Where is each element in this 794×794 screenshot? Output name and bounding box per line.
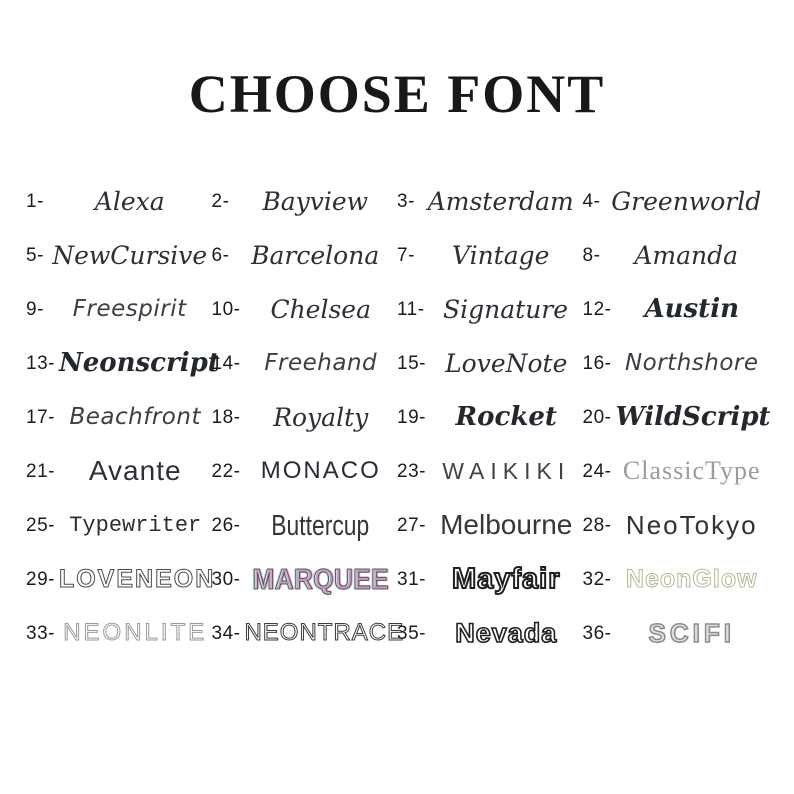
font-number-label: 10- bbox=[211, 298, 241, 320]
font-number-label: 24- bbox=[582, 460, 612, 482]
font-option-30[interactable] bbox=[211, 562, 398, 596]
font-number-label: 26- bbox=[211, 514, 241, 536]
font-option-24[interactable] bbox=[583, 457, 769, 486]
font-number-label: 2- bbox=[211, 190, 230, 212]
font-option-27[interactable] bbox=[397, 510, 583, 541]
font-number-label: 15- bbox=[397, 352, 426, 374]
font-name-sample: WAIKIKI bbox=[442, 458, 571, 485]
font-name-sample: NeoTokyo bbox=[625, 510, 758, 541]
font-name-sample: NEONLITE bbox=[63, 619, 208, 647]
font-name-sample: LOVENEON bbox=[58, 564, 216, 593]
font-name-sample: Beachfront bbox=[69, 404, 201, 431]
font-option-6[interactable] bbox=[212, 242, 398, 270]
font-option-26[interactable] bbox=[211, 508, 398, 543]
font-option-15[interactable] bbox=[397, 350, 583, 378]
font-name-sample: Signature bbox=[443, 294, 569, 324]
font-name-sample: Austin bbox=[644, 294, 739, 325]
font-number-label: 30- bbox=[211, 568, 241, 590]
font-name-sample: Typewriter bbox=[69, 512, 202, 538]
font-name-sample: Neonscript bbox=[58, 348, 220, 379]
font-option-18[interactable] bbox=[212, 404, 398, 432]
font-option-33[interactable] bbox=[26, 620, 212, 646]
font-name-sample: Amsterdam bbox=[427, 186, 574, 216]
font-number-label: 32- bbox=[582, 568, 612, 590]
font-name-sample: MONACO bbox=[260, 457, 381, 485]
font-number-label: 20- bbox=[582, 406, 612, 428]
font-number-label: 18- bbox=[211, 406, 241, 428]
font-number-label: 1- bbox=[26, 190, 44, 212]
font-name-sample: Royalty bbox=[273, 402, 369, 432]
font-option-5[interactable] bbox=[26, 242, 212, 270]
font-option-1[interactable] bbox=[26, 188, 212, 216]
font-option-8[interactable] bbox=[583, 242, 769, 270]
font-name-sample: Vintage bbox=[451, 240, 550, 270]
font-number-label: 9- bbox=[26, 298, 44, 320]
font-name-sample: Freehand bbox=[264, 350, 378, 377]
font-number-label: 31- bbox=[397, 568, 426, 590]
font-name-sample: Mayfair bbox=[451, 562, 561, 595]
font-option-3[interactable] bbox=[397, 188, 583, 216]
font-number-label: 16- bbox=[582, 352, 612, 374]
font-number-label: 17- bbox=[26, 406, 55, 428]
font-name-sample: Nevada bbox=[455, 617, 558, 648]
font-option-21[interactable] bbox=[26, 456, 212, 487]
font-name-sample: Avante bbox=[88, 455, 182, 487]
font-option-4[interactable] bbox=[583, 188, 769, 216]
font-number-label: 27- bbox=[397, 514, 426, 536]
font-name-sample: Buttercup bbox=[271, 508, 370, 543]
font-option-10[interactable] bbox=[212, 296, 398, 324]
font-name-sample: Bayview bbox=[262, 186, 369, 216]
font-option-11[interactable] bbox=[397, 296, 583, 324]
font-name-sample: NeonGlow bbox=[625, 564, 758, 593]
font-option-9[interactable] bbox=[26, 297, 212, 322]
font-option-16[interactable] bbox=[583, 351, 769, 376]
font-grid bbox=[26, 175, 771, 661]
font-option-20[interactable] bbox=[583, 403, 769, 432]
font-name-sample: NEONTRACE bbox=[244, 619, 405, 647]
font-number-label: 35- bbox=[397, 622, 426, 644]
font-name-sample: Barcelona bbox=[251, 240, 380, 270]
font-name-sample: Chelsea bbox=[270, 294, 372, 324]
font-option-22[interactable] bbox=[212, 458, 398, 484]
font-name-sample: WildScript bbox=[615, 402, 771, 433]
font-number-label: 6- bbox=[211, 244, 230, 266]
font-name-sample: Alexa bbox=[94, 186, 165, 216]
font-number-label: 4- bbox=[582, 190, 601, 212]
font-option-34[interactable] bbox=[211, 619, 405, 647]
font-option-7[interactable] bbox=[397, 242, 583, 270]
font-number-label: 19- bbox=[397, 406, 426, 428]
font-number-label: 3- bbox=[397, 190, 415, 212]
font-option-31[interactable] bbox=[397, 564, 583, 596]
font-number-label: 36- bbox=[582, 622, 612, 644]
font-number-label: 29- bbox=[26, 568, 55, 590]
font-option-12[interactable] bbox=[583, 295, 769, 324]
font-option-32[interactable] bbox=[583, 566, 769, 594]
font-number-label: 7- bbox=[397, 244, 415, 266]
font-option-36[interactable] bbox=[583, 619, 769, 648]
font-option-14[interactable] bbox=[212, 351, 398, 376]
font-option-29[interactable] bbox=[26, 564, 216, 594]
font-option-23[interactable] bbox=[397, 459, 583, 484]
font-name-sample: Freespirit bbox=[72, 296, 187, 323]
font-name-sample: MARQUEE bbox=[252, 562, 389, 596]
font-name-sample: NewCursive bbox=[52, 240, 208, 270]
font-number-label: 5- bbox=[26, 244, 44, 266]
font-number-label: 22- bbox=[211, 460, 241, 482]
font-number-label: 28- bbox=[582, 514, 612, 536]
font-number-label: 14- bbox=[211, 352, 241, 374]
font-name-sample: Northshore bbox=[624, 350, 759, 377]
font-name-sample: Rocket bbox=[455, 402, 557, 433]
font-option-17[interactable] bbox=[26, 405, 212, 430]
font-option-2[interactable] bbox=[212, 188, 398, 216]
font-option-28[interactable] bbox=[583, 511, 769, 540]
font-name-sample: LoveNote bbox=[445, 348, 568, 378]
font-name-sample: Melbourne bbox=[440, 509, 573, 541]
font-option-19[interactable] bbox=[397, 403, 583, 432]
font-number-label: 11- bbox=[397, 298, 425, 320]
font-number-label: 21- bbox=[26, 460, 55, 482]
font-number-label: 23- bbox=[397, 460, 426, 482]
font-option-35[interactable] bbox=[397, 619, 583, 649]
font-name-sample: Amanda bbox=[634, 240, 739, 270]
font-name-sample: SCIFI bbox=[648, 618, 735, 649]
font-number-label: 25- bbox=[26, 514, 55, 536]
font-number-label: 13- bbox=[26, 352, 55, 374]
font-number-label: 34- bbox=[211, 622, 241, 644]
font-option-25[interactable] bbox=[26, 514, 212, 538]
font-option-13[interactable] bbox=[26, 348, 220, 379]
font-number-label: 12- bbox=[582, 298, 612, 320]
font-name-sample: Greenworld bbox=[611, 186, 762, 216]
font-number-label: 8- bbox=[582, 244, 601, 266]
font-name-sample: ClassicType bbox=[622, 456, 761, 486]
font-number-label: 33- bbox=[26, 622, 55, 644]
page-title: CHOOSE FONT bbox=[188, 64, 606, 124]
